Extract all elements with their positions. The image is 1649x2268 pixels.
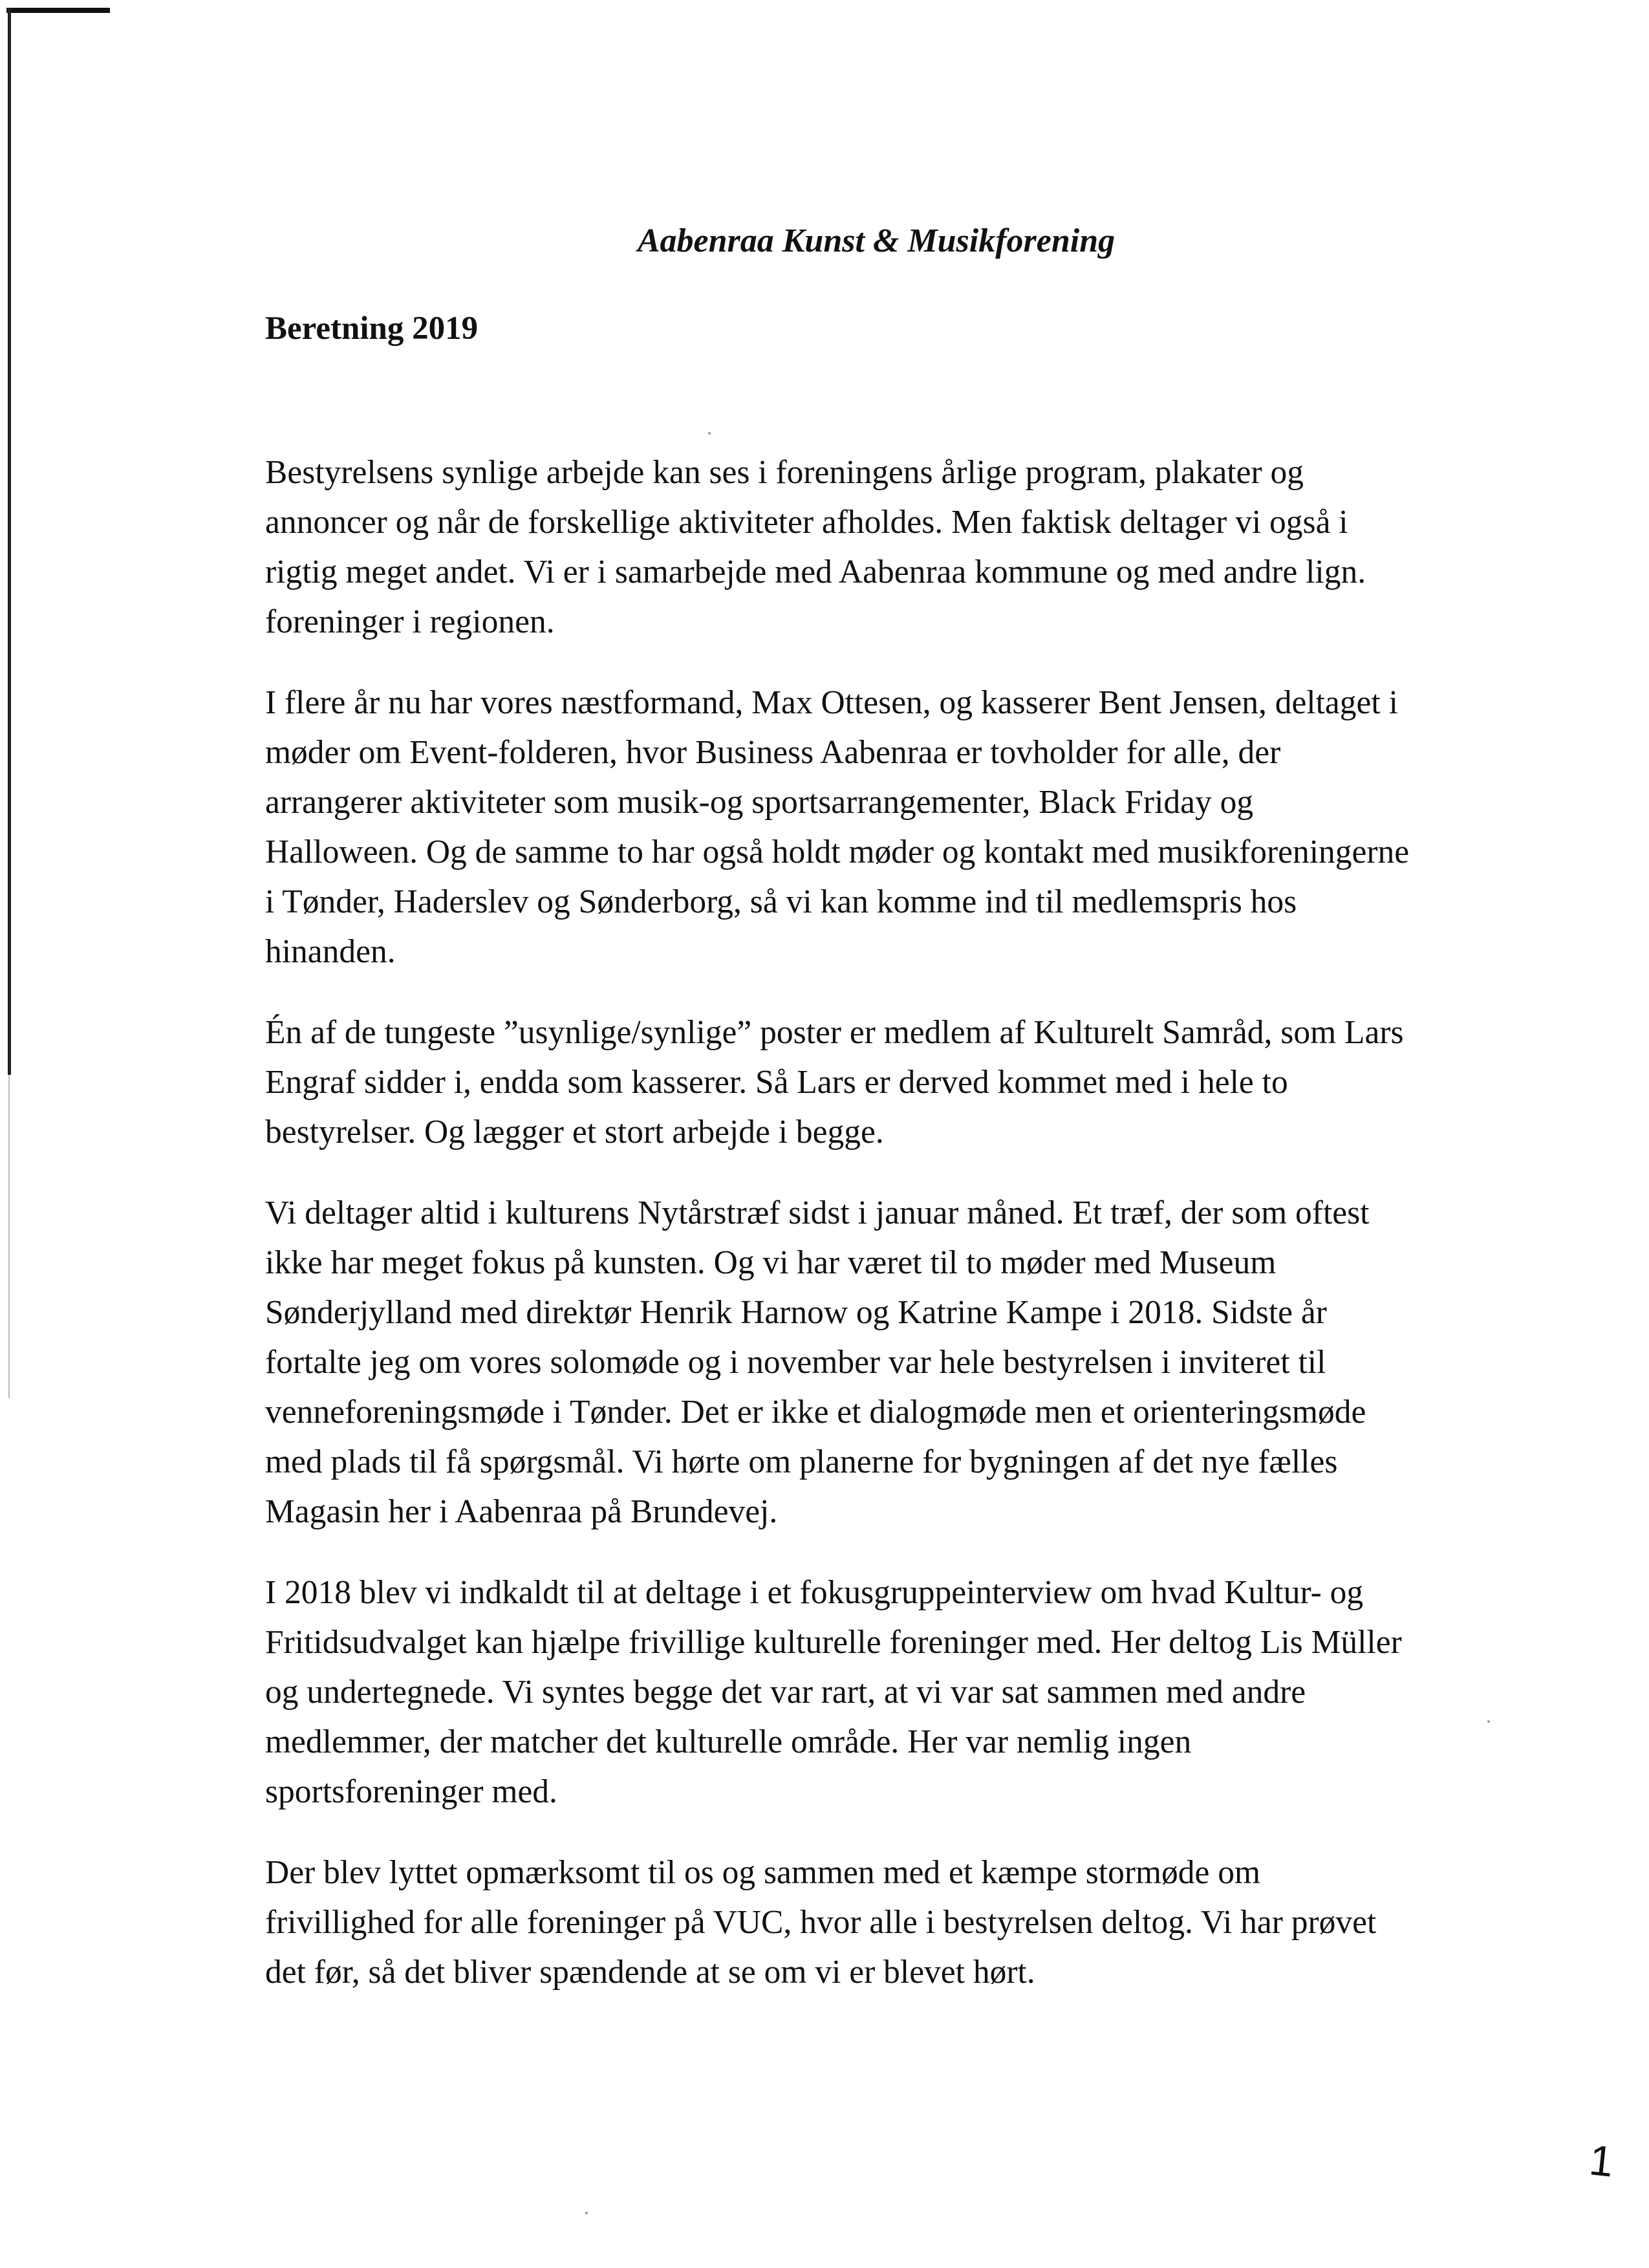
text-line: Vi deltager altid i kulturens Nytårstræf sidst i januar måned. Et træf, der som oftest: [265, 1194, 1370, 1231]
text-line: foreninger i regionen.: [265, 603, 555, 640]
scan-edge-line-faint: [8, 1075, 10, 1398]
paragraph: [265, 448, 1584, 647]
text-line: arrangerer aktiviteter som musik-og sportsarrangementer, Black Friday og: [265, 784, 1254, 821]
text-line: med plads til få spørgsmål. Vi hørte om planerne for bygningen af det nye fælles: [265, 1443, 1338, 1480]
text-line: frivillighed for alle foreninger på VUC, hvor alle i bestyrelsen deltog. Vi har prøvet: [265, 1904, 1377, 1941]
text-line: Én af de tungeste ”usynlige/synlige” poster er medlem af Kulturelt Samråd, som Lars: [265, 1014, 1404, 1051]
page-number: 1: [1587, 2135, 1616, 2186]
paragraph: [265, 678, 1584, 977]
text-line: Bestyrelsens synlige arbejde kan ses i foreningens årlige program, plakater og: [265, 454, 1304, 491]
text-line: I 2018 blev vi indkaldt til at deltage i et fokusgruppeinterview om hvad Kultur- og: [265, 1574, 1364, 1611]
scan-edge-line: [8, 8, 11, 1075]
text-line: i Tønder, Haderslev og Sønderborg, så vi kan komme ind til medlemspris hos: [265, 883, 1297, 920]
text-line: Magasin her i Aabenraa på Brundevej.: [265, 1493, 778, 1530]
scan-speck: [708, 432, 711, 435]
paragraph: [265, 1008, 1584, 1157]
text-line: hinanden.: [265, 933, 396, 970]
report-body: [265, 448, 1584, 2028]
text-line: og undertegnede. Vi syntes begge det var rart, at vi var sat sammen med andre: [265, 1674, 1306, 1711]
text-line: ikke har meget fokus på kunsten. Og vi har været til to møder med Museum: [265, 1244, 1277, 1281]
text-line: rigtig meget andet. Vi er i samarbejde med Aabenraa kommune og med andre lign.: [265, 554, 1366, 590]
text-line: Sønderjylland med direktør Henrik Harnow og Katrine Kampe i 2018. Sidste år: [265, 1294, 1327, 1331]
scan-speck: [585, 2212, 588, 2214]
text-line: sportsforeninger med.: [265, 1773, 557, 1810]
text-line: Der blev lyttet opmærksomt til os og sammen med et kæmpe stormøde om: [265, 1854, 1261, 1891]
text-line: Engraf sidder i, endda som kasserer. Så Lars er derved kommet med i hele to: [265, 1064, 1288, 1101]
text-line: medlemmer, der matcher det kulturelle område. Her var nemlig ingen: [265, 1723, 1192, 1760]
paragraph: [265, 1568, 1584, 1817]
text-line: annoncer og når de forskellige aktiviteter afholdes. Men faktisk deltager vi også i: [265, 504, 1348, 541]
paragraph: [265, 1848, 1584, 1997]
report-title: Beretning 2019: [265, 310, 479, 347]
text-line: Halloween. Og de samme to har også holdt møder og kontakt med musikforeningerne: [265, 834, 1410, 870]
text-line: I flere år nu har vores næstformand, Max Ottesen, og kasserer Bent Jensen, deltaget i: [265, 684, 1398, 721]
text-line: bestyrelser. Og lægger et stort arbejde i begge.: [265, 1114, 884, 1150]
organization-title: Aabenraa Kunst & Musikforening: [637, 222, 1116, 259]
text-line: fortalte jeg om vores solomøde og i november var hele bestyrelsen i inviteret til: [265, 1344, 1326, 1381]
paragraph: [265, 1188, 1584, 1537]
text-line: det før, så det bliver spændende at se om vi er blevet hørt.: [265, 1954, 1035, 1991]
scan-corner-mark: [6, 8, 110, 13]
text-line: venneforeningsmøde i Tønder. Det er ikke et dialogmøde men et orienteringsmøde: [265, 1394, 1366, 1431]
text-line: møder om Event-folderen, hvor Business Aabenraa er tovholder for alle, der: [265, 734, 1281, 771]
text-line: Fritidsudvalget kan hjælpe frivillige kulturelle foreninger med. Her deltog Lis Müller: [265, 1624, 1402, 1661]
